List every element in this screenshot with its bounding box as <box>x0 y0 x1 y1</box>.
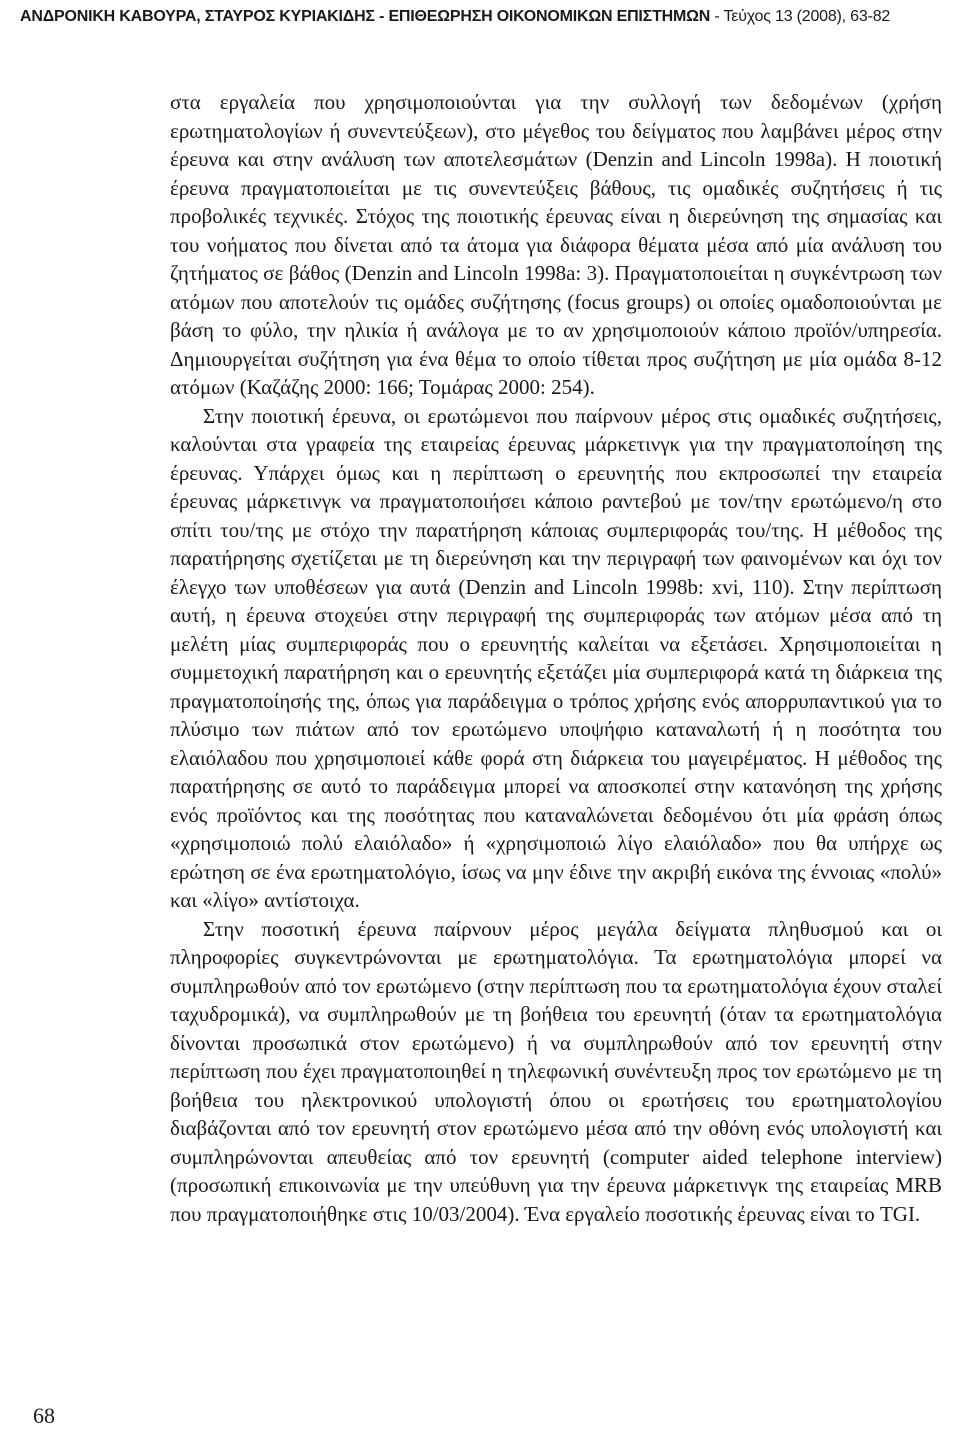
running-header <box>20 6 950 28</box>
article-body <box>170 88 942 1228</box>
page-number: 68 <box>33 1403 55 1428</box>
paragraph: στα εργαλεία που χρησιμοποιούνται για την συλλογή των δεδομένων (χρήση ερωτηματολογίων ή συνεντεύξεων), στο μέγεθος του δείγματος που λαμβάνει μέρος στην έρευνα και στην ανάλυση των αποτελεσμάτων (Denzin and Lincoln 1998a). Η ποιοτική έρευνα πραγματοποιείται με τις συνεντεύξεις βάθους, τις ομαδικές συζητήσεις ή τις προβολικές τεχνικές. Στόχος της ποιοτικής έρευνας είναι η διερεύνηση της σημασίας και του νοήματος που δίνεται από τα άτομα για διάφορα θέματα μέσα από μία ανάλυση του ζητήματος σε βάθος (Denzin and Lincoln 1998a: 3). Πραγματοποιείται η συγκέντρωση των ατόμων που αποτελούν τις ομάδες συζήτησης (focus groups) οι οποίες ομαδοποιούνται με βάση το φύλο, την ηλικία ή ανάλογα με το αν χρησιμοποιούν κάποιο προϊόν/υπηρεσία. Δημιουργείται συζήτηση για ένα θέμα το οποίο τίθεται προς συζήτηση με μία ομάδα 8-12 ατόμων (Καζάζης 2000: 166; Τομάρας 2000: 254). <box>170 90 942 399</box>
paragraph: Στην ποιοτική έρευνα, οι ερωτώμενοι που παίρνουν μέρος στις ομαδικές συζητήσεις, καλούνται στα γραφεία της εταιρείας έρευνας μάρκετινγκ για την πραγματοποίηση της έρευνας. Υπάρχει όμως και η περίπτωση ο ερευνητής που εκπροσωπεί την εταιρεία έρευνας μάρκετινγκ να πραγματοποιήσει κάποιο ραντεβού με τον/την ερωτώμενο/η στο σπίτι του/της με στόχο την παρατήρηση κάποιας συμπεριφοράς του/της. Η μέθοδος της παρατήρησης σχετίζεται με τη διερεύνηση και την περιγραφή των φαινομένων και όχι τον έλεγχο των υποθέσεων για αυτά (Denzin and Lincoln 1998b: xvi, 110). Στην περίπτωση αυτή, η έρευνα στοχεύει στην περιγραφή της συμπεριφοράς των ατόμων μέσα από τη μελέτη μίας συμπεριφοράς που ο ερευνητής καλείται να εξετάσει. Χρησιμοποιείται η συμμετοχική παρατήρηση και ο ερευνητής εξετάζει μία συμπεριφορά κατά τη διάρκεια της πραγματοποίησής της, όπως για παράδειγμα ο τρόπος χρήσης ενός απορρυπαντικού για το πλύσιμο των πιάτων από τον ερωτώμενο υποψήφιο καταναλωτή ή η ποσότητα του ελαιόλαδου που χρησιμοποιεί κάθε φορά στη διάρκεια του μαγειρέματος. Η μέθοδος της παρατήρησης σε αυτό το παράδειγμα μπορεί να αποσκοπεί στην κατανόηση της χρήσης ενός προϊόντος και της ποσότητας που καταναλώνεται δεδομένου ότι μία φράση όπως «χρησιμοποιώ πολύ ελαιόλαδο» ή «χρησιμοποιώ λίγο ελαιόλαδο» που θα υπήρχε ως ερώτηση σε ένα ερωτηματολόγιο, ίσως να μην έδινε την ακριβή εικόνα της έννοιας «πολύ» και «λίγο» αντίστοιχα. <box>170 403 942 912</box>
paragraph: Στην ποσοτική έρευνα παίρνουν μέρος μεγάλα δείγματα πληθυσμού και οι πληροφορίες συγκεντρώνονται με ερωτηματολόγια. Τα ερωτηματολόγια μπορεί να συμπληρωθούν από τον ερωτώμενο (στην περίπτωση που τα ερωτηματολόγια έχουν σταλεί ταχυδρομικά), να συμπληρωθούν με τη βοήθεια του ερευνητή (όταν τα ερωτηματολόγια δίνονται προσωπικά στον ερωτώμενο) ή να συμπληρωθούν από τον ερευνητή στην περίπτωση που έχει πραγματοποιηθεί η τηλεφωνική συνέντευξη προς τον ερωτώμενο με τη βοήθεια του ηλεκτρονικού υπολογιστή όπου οι ερωτήσεις του ερωτηματολογίου διαβάζονται από τον ερευνητή στον ερωτώμενο μέσα από την οθόνη ενός υπολογιστή και συμπληρώνονται απευθείας από τον ερευνητή (computer aided telephone interview) (προσωπική επικοινωνία με την υπεύθυνη για την έρευνα μάρκετινγκ της εταιρείας MRB που πραγματοποιήθηκε στις 10/03/2004). Ένα εργαλείο ποσοτικής έρευνας είναι το TGI. <box>170 916 942 1226</box>
header-separator: - <box>710 8 724 25</box>
header-authors-journal: ΑΝΔΡΟΝΙΚΗ ΚΑΒΟΥΡΑ, ΣΤΑΥΡΟΣ ΚΥΡΙΑΚΙΔΗΣ - ΕΠΙΘΕΩΡΗΣΗ ΟΙΚΟΝΟΜΙΚΩΝ ΕΠΙΣΤΗΜΩΝ <box>20 8 711 25</box>
header-issue: Τεύχος 13 (2008), 63-82 <box>723 8 891 25</box>
